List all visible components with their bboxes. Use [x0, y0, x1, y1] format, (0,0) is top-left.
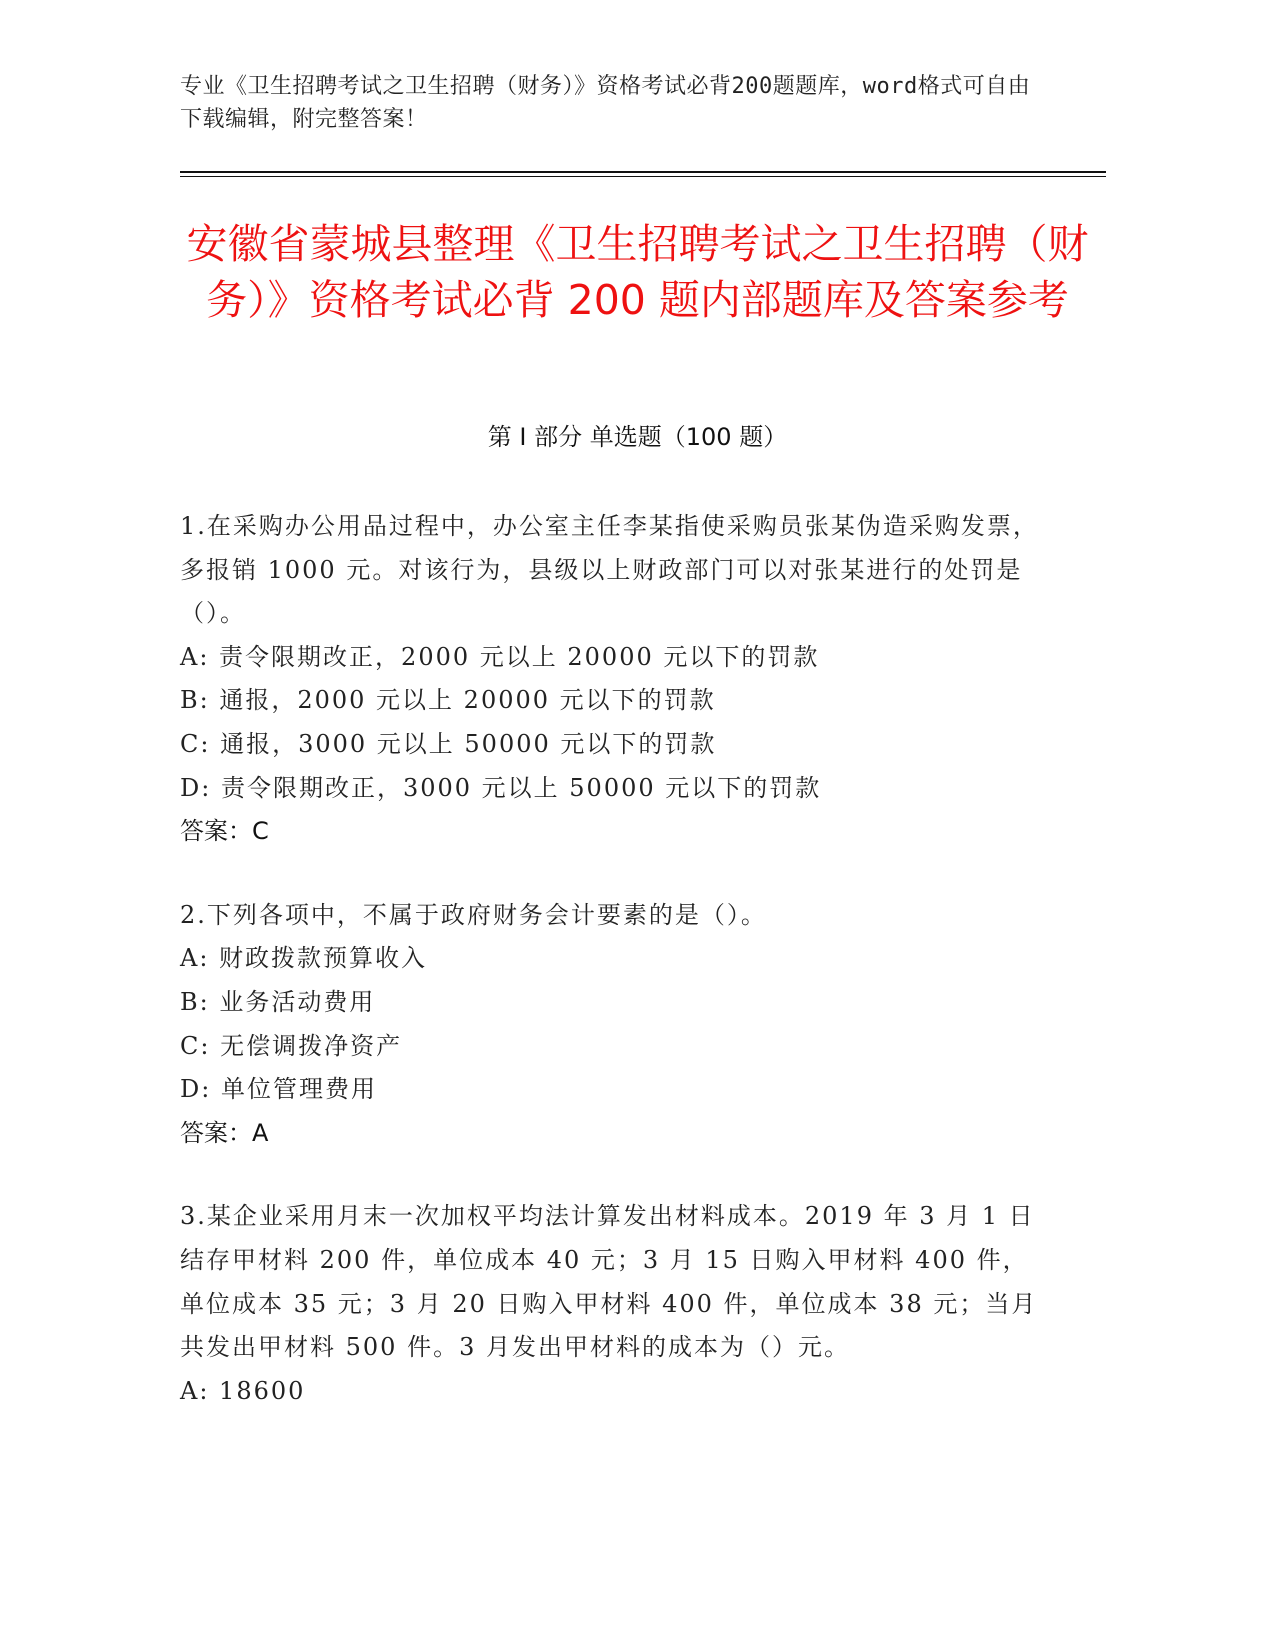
question-stem: 2.下列各项中，不属于政府财务会计要素的是（）。 — [180, 900, 767, 929]
answer-line: 答案：C — [180, 817, 269, 846]
option-a: A: 财政拨款预算收入 — [180, 944, 428, 973]
header-rule-thin — [180, 176, 1106, 177]
question-2 — [180, 894, 1040, 1156]
question-1 — [180, 505, 1040, 854]
answer-line: 答案：A — [180, 1118, 269, 1147]
option-b: B: 业务活动费用 — [180, 987, 376, 1016]
option-d: D: 单位管理费用 — [180, 1075, 377, 1104]
option-a: A: 18600 — [180, 1376, 306, 1405]
option-d: D: 责令限期改正，3000 元以上 50000 元以下的罚款 — [180, 773, 822, 802]
option-c: C: 无偿调拨净资产 — [180, 1031, 403, 1060]
option-a: A: 责令限期改正，2000 元以上 20000 元以下的罚款 — [180, 642, 820, 671]
option-b: B: 通报，2000 元以上 20000 元以下的罚款 — [180, 686, 716, 715]
document-title: 安徽省蒙城县整理《卫生招聘考试之卫生招聘（财务）》资格考试必背 200 题内部题库及答案参考 — [186, 220, 1089, 324]
question-3 — [180, 1195, 1040, 1413]
question-stem: 3.某企业采用月末一次加权平均法计算发出材料成本。2019 年 3 月 1 日结存甲材料 200 件，单位成本 40 元；3 月 15 日购入甲材料 400 件，单位成本 35 元；3 月 20 日购入甲材料 400 件，单位成本 38 元；当月共发出甲材料 500 件。3 月发出甲材料的成本为（）元。 — [180, 1202, 1038, 1362]
question-list — [180, 505, 1040, 1453]
option-c: C: 通报，3000 元以上 50000 元以下的罚款 — [180, 729, 717, 758]
section-heading: 第 I 部分 单选题（100 题） — [487, 423, 788, 451]
question-stem: 1.在采购办公用品过程中，办公室主任李某指使采购员张某伪造采购发票，多报销 1000 元。对该行为，县级以上财政部门可以对张某进行的处罚是（）。 — [180, 512, 1039, 628]
header-rule-thick — [180, 171, 1106, 173]
header-note: 专业《卫生招聘考试之卫生招聘（财务）》资格考试必背200题题库，word格式可自由下载编辑，附完整答案！ — [180, 74, 1031, 132]
